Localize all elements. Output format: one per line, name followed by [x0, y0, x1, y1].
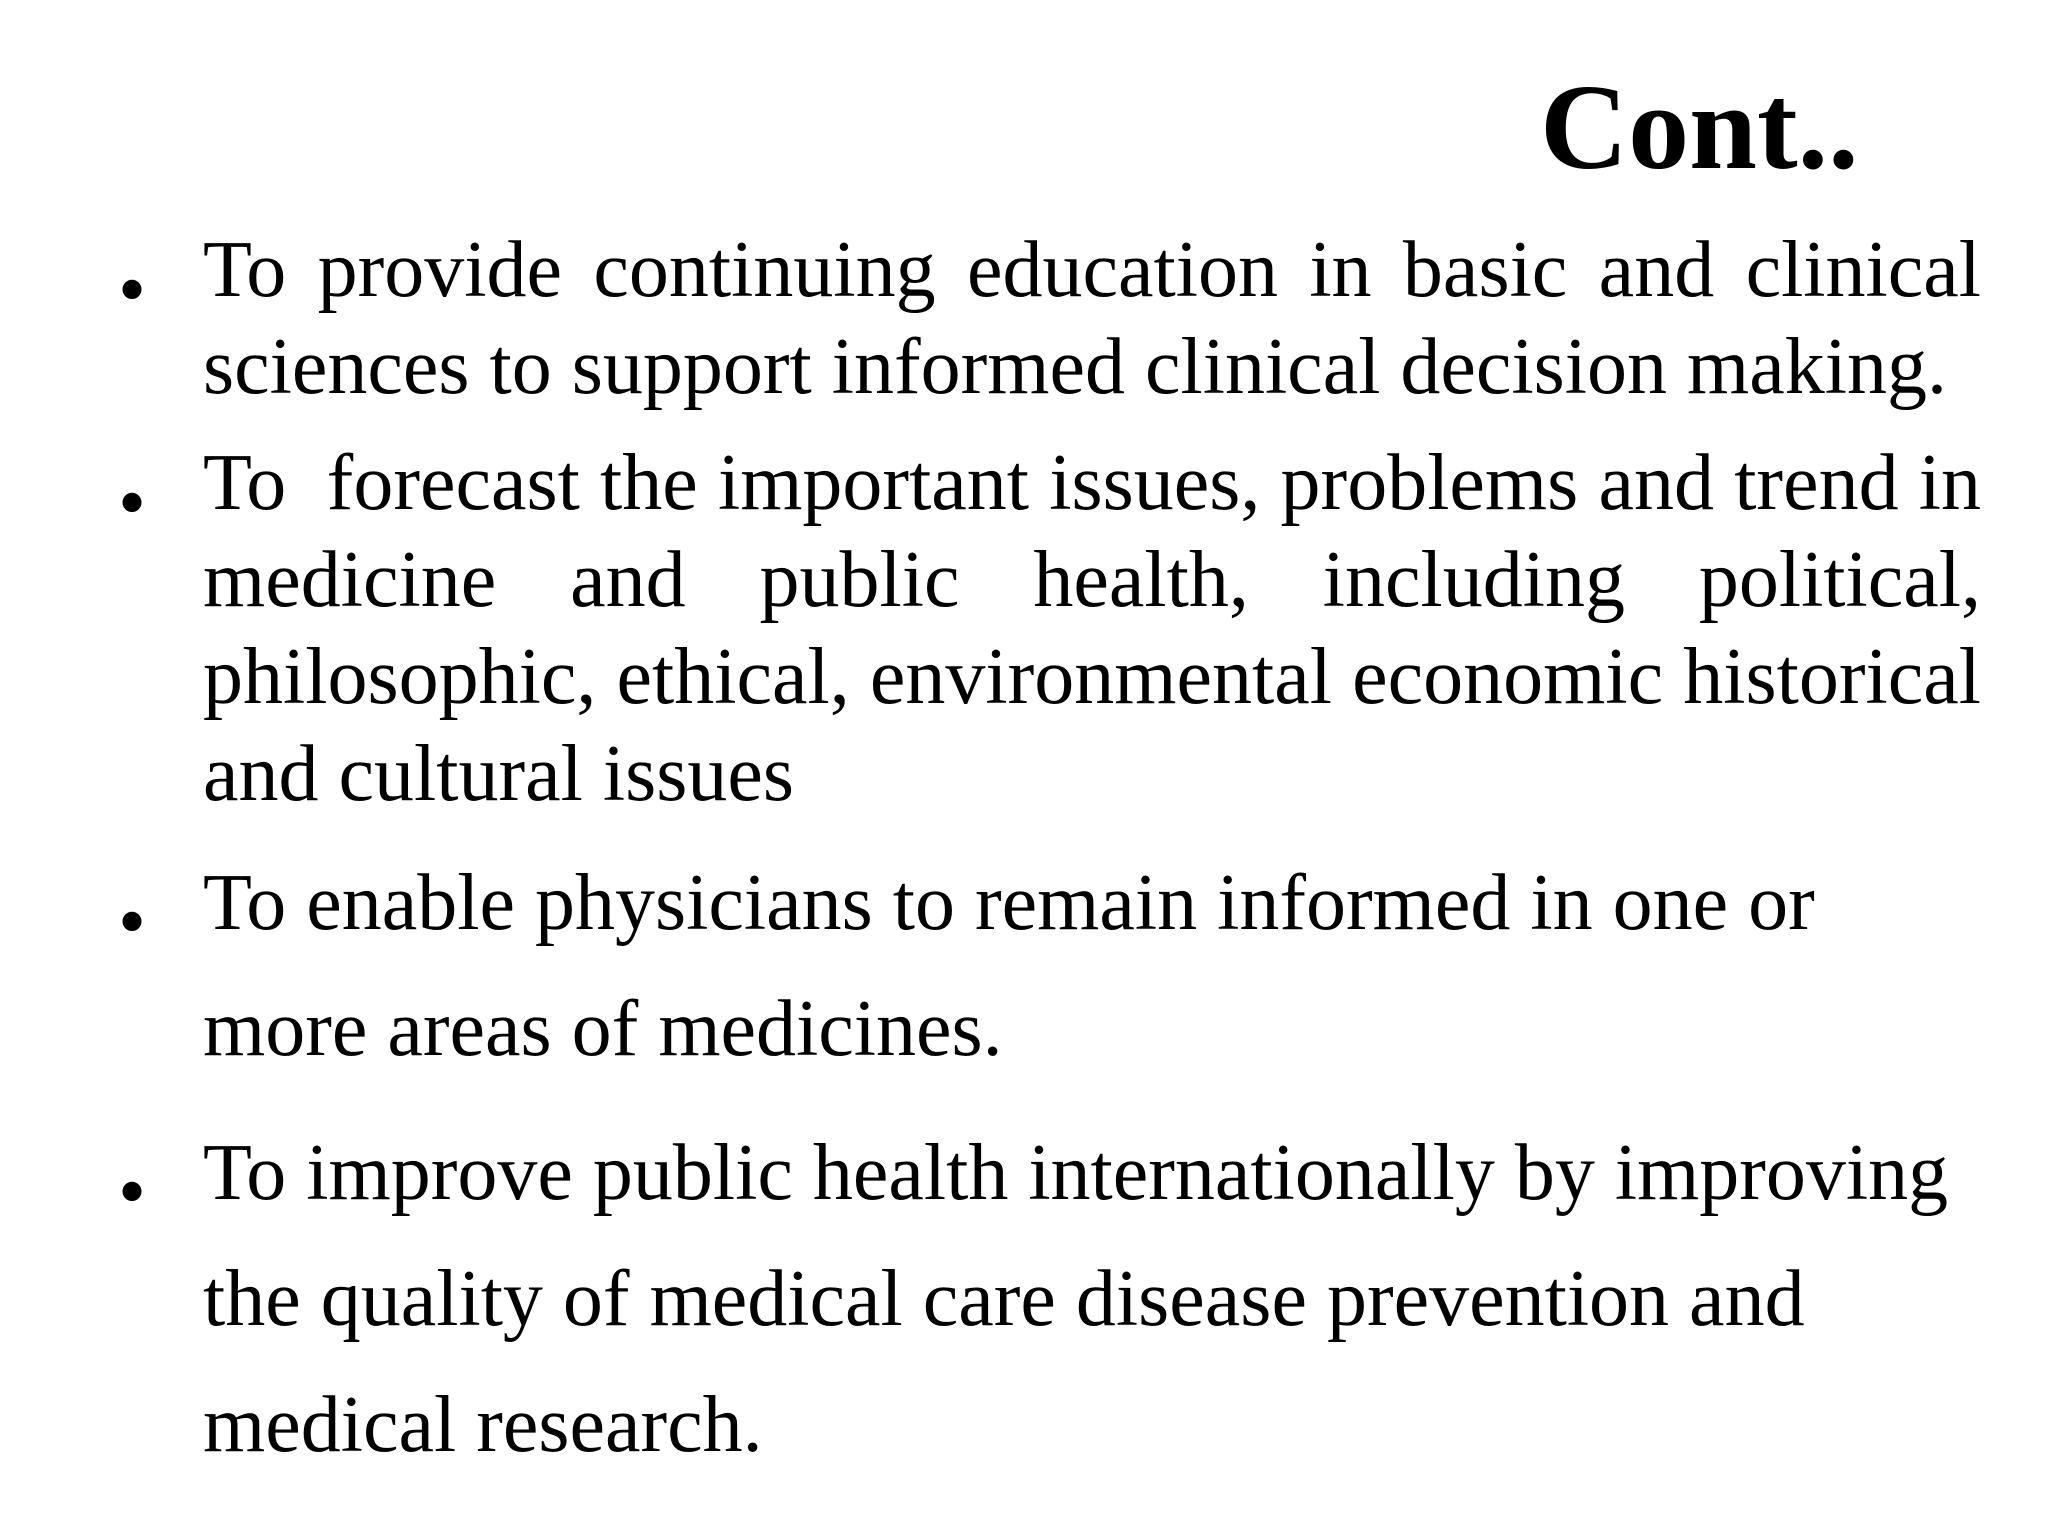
bullet-text: To improve public health internationally by improving the quality of medical care disease prevention and medical research.	[203, 1129, 1949, 1469]
bullet-text: To enable physicians to remain informed in one or more areas of medicines.	[203, 859, 1815, 1073]
bullet-icon: •	[118, 878, 147, 966]
slide-title: Cont..	[1540, 60, 1859, 195]
bullet-text: To provide continuing education in basic and clinical sciences to support informed clinical decision making.	[203, 226, 1981, 411]
bullet-icon: •	[118, 1148, 147, 1236]
bullet-icon: •	[118, 459, 147, 547]
bullet-icon: •	[118, 246, 147, 334]
bullet-text: To forecast the important issues, problems and trend in medicine and public health, including political, philosophic, ethical, environmental economic historical and cultural issues	[203, 439, 2001, 818]
